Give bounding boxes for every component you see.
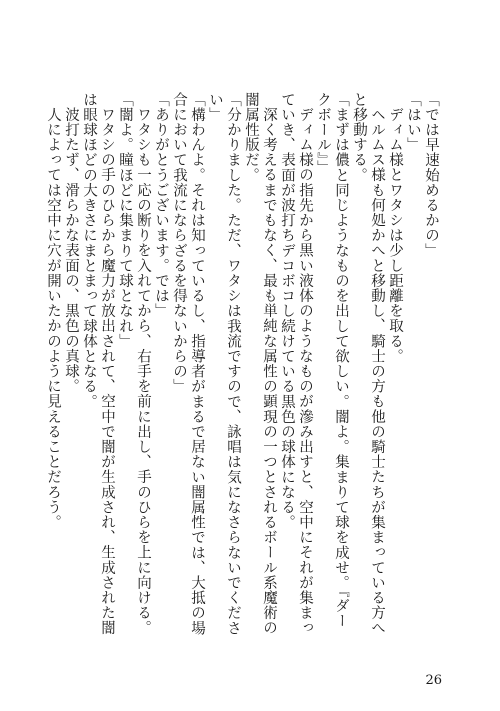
text-line: 「ありがとうございます。では」 (153, 92, 169, 319)
text-line: ヘルムス様も何処かへと移動し、騎士の方も他の騎士たちが集まっている方へと移動する。 (351, 92, 385, 635)
text-line: 人によっては空中に穴が開いたかのように見えることだろう。 (45, 106, 61, 530)
text-line: ワタシの手のひらから魔力が放出されて、空中で闇が生成され、生成された闇は眼球ほどの大きさにまとまって球体となる。 (81, 92, 115, 635)
text-line: 「はい」 (405, 92, 421, 153)
text-line: 「では早速始めるかの」 (423, 92, 439, 259)
text-line: ワタシも一応の断りを入れてから、右手を前に出し、手のひらを上に向ける。 (135, 106, 151, 635)
text-line: 波打たず、滑らかな表面の、黒色の真球。 (63, 106, 79, 394)
text-line: 「まずは儂と同じようなものを出して欲しい。闇よ。集まりて球を成せ。『ダークボール』」 (315, 92, 349, 629)
text-line: ディム様とワタシは少し距離を取る。 (387, 106, 403, 364)
text-line: 「構わんよ。それは知っているし、指導者がまるで居ない闇属性では、大抵の場合において我流にならざるを得ないからの」 (171, 92, 205, 636)
text-line: 深く考えるまでもなく、最も単純な属性の顕現の一つとされるボール系魔術の闇属性版だ。 (243, 92, 277, 635)
text-line: 「闇よ。瞳ほどに集まりて球となれ」 (117, 92, 133, 349)
text-line: 「分かりました。ただ、ワタシは我流ですので、詠唱は気になさらないでください」 (207, 92, 241, 636)
text-line: ディム様の指先から黒い液体のようなものが滲み出すと、空中にそれが集まっていき、表面が波打ちデコボコし続けている黒色の球体になる。 (279, 92, 313, 635)
vertical-text-body (45, 92, 440, 637)
page-number: 26 (425, 673, 442, 688)
